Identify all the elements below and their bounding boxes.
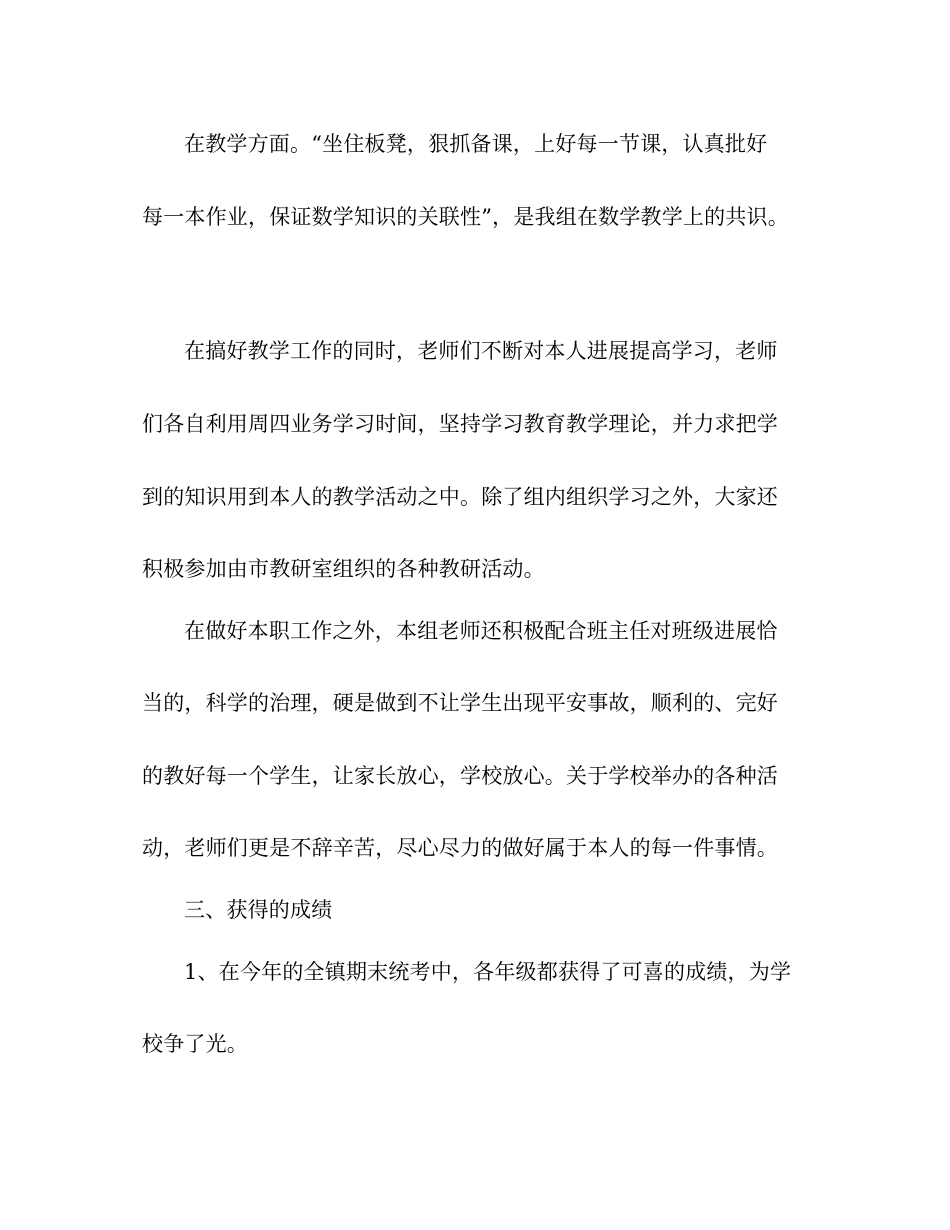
paragraph-management-line-4: 动，老师们更是不辞辛苦，尽心尽力的做好属于本人的每一件事情。	[142, 836, 778, 860]
paragraph-teaching-line-1: 在教学方面。“坐住板凳，狠抓备课，上好每一节课，认真批好	[184, 132, 768, 156]
section-heading-results: 三、获得的成绩	[184, 898, 333, 922]
paragraph-teaching-line-2: 每一本作业，保证数学知识的关联性”，是我组在数学教学上的共识。	[142, 205, 789, 229]
result-item-1-line-1: 1、在今年的全镇期末统考中，各年级都获得了可喜的成绩，为学	[184, 960, 792, 984]
paragraph-study-line-1: 在搞好教学工作的同时，老师们不断对本人进展提高学习，老师	[184, 339, 778, 363]
paragraph-study-line-4: 积极参加由市教研室组织的各种教研活动。	[142, 557, 545, 581]
paragraph-management-line-2: 当的，科学的治理，硬是做到不让学生出现平安事故，顺利的、完好	[142, 691, 778, 715]
paragraph-management-line-3: 的教好每一个学生，让家长放心，学校放心。关于学校举办的各种活	[142, 764, 778, 788]
paragraph-study-line-2: 们各自利用周四业务学习时间，坚持学习教育教学理论，并力求把学	[142, 412, 778, 436]
paragraph-management-line-1: 在做好本职工作之外，本组老师还积极配合班主任对班级进展恰	[184, 619, 778, 643]
paragraph-study-line-3: 到的知识用到本人的教学活动之中。除了组内组织学习之外，大家还	[142, 485, 778, 509]
result-item-1-line-2: 校争了光。	[142, 1032, 248, 1056]
